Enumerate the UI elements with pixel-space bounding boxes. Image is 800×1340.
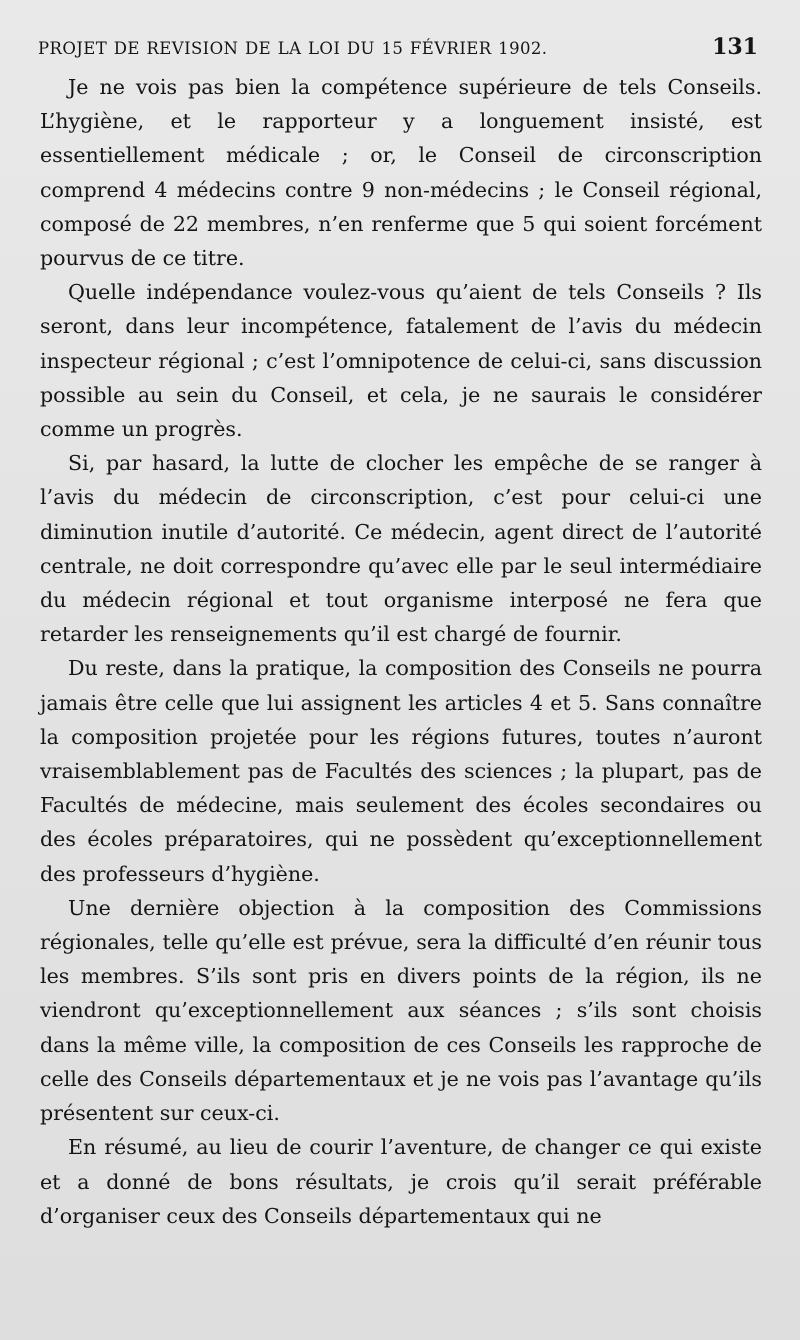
paragraph: Si, par hasard, la lutte de clocher les empêche de se ranger à l’avis du médecin de circonscription, c’est pour celui-ci une diminution inutile d’autorité. Ce médecin, agent direct de l’autorité centrale, ne doit correspondre qu’avec elle par le seul intermédiaire du médecin régional et tout organisme interposé ne fera que retarder les renseignements qu’il est chargé de fournir. (40, 451, 762, 647)
page-number: 131 (712, 34, 758, 60)
paragraph: Une dernière objection à la composition des Commissions régionales, telle qu’elle est prévue, sera la difficulté d’en réunir tous les membres. S’ils sont pris en divers points de la région, ils ne viendront qu’exceptionnellement aux séances ; s’ils sont choisis dans la même ville, la composition de ces Conseils les rapproche de celle des Conseils départementaux et je ne vois pas l’avantage qu’ils présentent sur ceux-ci. (40, 895, 762, 1126)
paragraph: Je ne vois pas bien la compétence supérieure de tels Conseils. L’hygiène, et le rapporteur y a longuement insisté, est essentiellement médicale ; or, le Conseil de circonscription comprend 4 médecins contre 9 non-médecins ; le Conseil régional, composé de 22 membres, n’en renferme que 5 qui soient forcément pourvus de ce titre. (40, 75, 762, 271)
running-title: PROJET DE REVISION DE LA LOI DU 15 FÉVRIER 1902. (38, 39, 548, 58)
paragraph: En résumé, au lieu de courir l’aventure, de changer ce qui existe et a donné de bons résultats, je crois qu’il serait préférable d’organiser ceux des Conseils départementaux qui ne (40, 1135, 762, 1228)
running-head (38, 34, 758, 62)
paragraph: Quelle indépendance voulez-vous qu’aient de tels Conseils ? Ils seront, dans leur incompétence, fatalement de l’avis du médecin inspecteur régional ; c’est l’omnipotence de celui-ci, sans discussion possible au sein du Conseil, et cela, je ne saurais le considérer comme un progrès. (40, 280, 762, 442)
paragraph: Du reste, dans la pratique, la composition des Conseils ne pourra jamais être celle que lui assignent les articles 4 et 5. Sans connaître la composition projetée pour les régions futures, toutes n’auront vraisemblablement pas de Facultés des sciences ; la plupart, pas de Facultés de médecine, mais seulement des écoles secondaires ou des écoles préparatoires, qui ne possèdent qu’exceptionnellement des professeurs d’hygiène. (40, 656, 762, 886)
body-text (40, 70, 762, 1233)
